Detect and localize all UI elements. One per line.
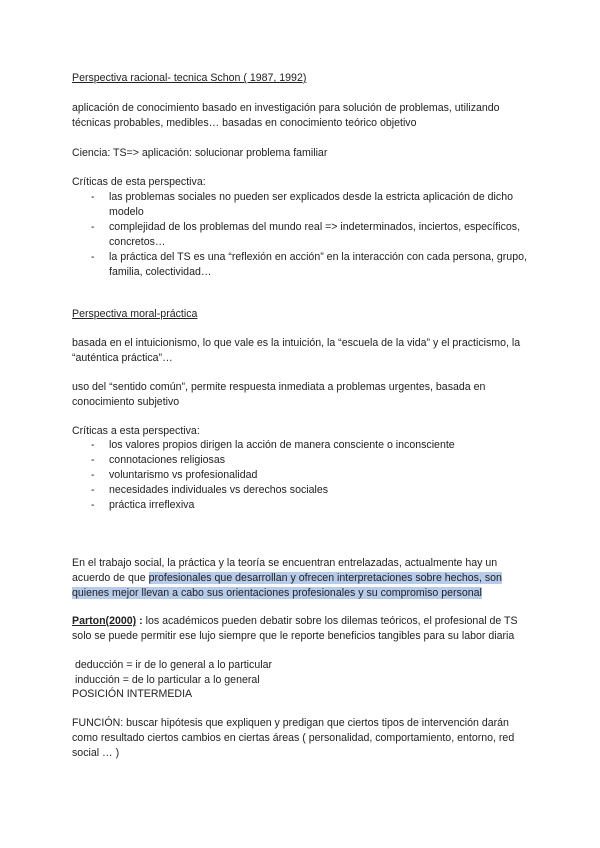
section-heading-moral-practica: Perspectiva moral-práctica [72, 308, 198, 320]
parton-colon: : [136, 615, 143, 627]
line-induccion: inducción = de lo particular a lo general [75, 674, 260, 686]
criticas-title-racional: Críticas de esta perspectiva: [72, 176, 206, 188]
list-item: - las problemas sociales no pueden ser explicados desde la estricta aplicación de dicho modelo [72, 190, 532, 220]
paragraph-intuicionismo: basada en el intuicionismo, lo que vale es la intuición, la “escuela de la vida” y el practicismo, la “auténtica práctica”… [72, 337, 521, 364]
paragraph-funcion: FUNCIÓN: buscar hipótesis que expliquen y predigan que ciertos tipos de intervención darán como resultado ciertos cambios en ciertas áreas ( personalidad, comportamiento, entorno, red social … ) [72, 717, 515, 759]
intro-text: En el trabajo social, la práctica y la teoría se encuentran entrelazadas, actualmente hay un acuerdo de que [72, 557, 498, 584]
parton-citation: Parton(2000) [72, 615, 137, 627]
list-item: - la práctica del TS es una “reflexión en acción” en la interacción con cada persona, grupo, familia, colectividad… [72, 250, 532, 280]
paragraph-sentido-comun: uso del “sentido común”, permite respuesta inmediata a problemas urgentes, basada en conocimiento subjetivo [72, 381, 486, 408]
highlighted-text: profesionales que desarrollan y ofrecen interpretaciones sobre hechos, son quienes mejor llevan a cabo sus orientaciones profesionales y su compromiso personal [72, 572, 502, 599]
list-item: - complejidad de los problemas del mundo real => indeterminados, inciertos, específicos, concretos… [72, 220, 532, 250]
list-item: - necesidades individuales vs derechos sociales [72, 483, 532, 498]
paragraph-parton [72, 614, 532, 644]
parton-text: los académicos pueden debatir sobre los dilemas teóricos, el profesional de TS solo se puede permitir ese lujo siempre que le reporte beneficios tangibles para su labor diaria [72, 615, 518, 642]
criticas-title-moral: Críticas a esta perspectiva: [72, 425, 200, 437]
list-item: - voluntarismo vs profesionalidad [72, 468, 532, 483]
criticas-list-moral [72, 438, 532, 513]
criticas-list-racional [72, 190, 532, 280]
list-item: - los valores propios dirigen la acción de manera consciente o inconsciente [72, 438, 532, 453]
list-item: - connotaciones religiosas [72, 453, 532, 468]
list-item: - práctica irreflexiva [72, 498, 532, 513]
line-posicion-intermedia: POSICIÓN INTERMEDIA [72, 688, 193, 700]
paragraph-aplicacion: aplicación de conocimiento basado en investigación para solución de problemas, utilizando técnicas probables, medibles… basadas en conocimiento teórico objetivo [72, 102, 500, 129]
line-deduccion: deducción = ir de lo general a lo particular [75, 659, 272, 671]
paragraph-ciencia: Ciencia: TS=> aplicación: solucionar problema familiar [72, 147, 328, 159]
paragraph-trabajo-social [72, 556, 532, 601]
section-heading-racional-tecnica: Perspectiva racional- tecnica Schon ( 1987, 1992) [72, 72, 307, 84]
